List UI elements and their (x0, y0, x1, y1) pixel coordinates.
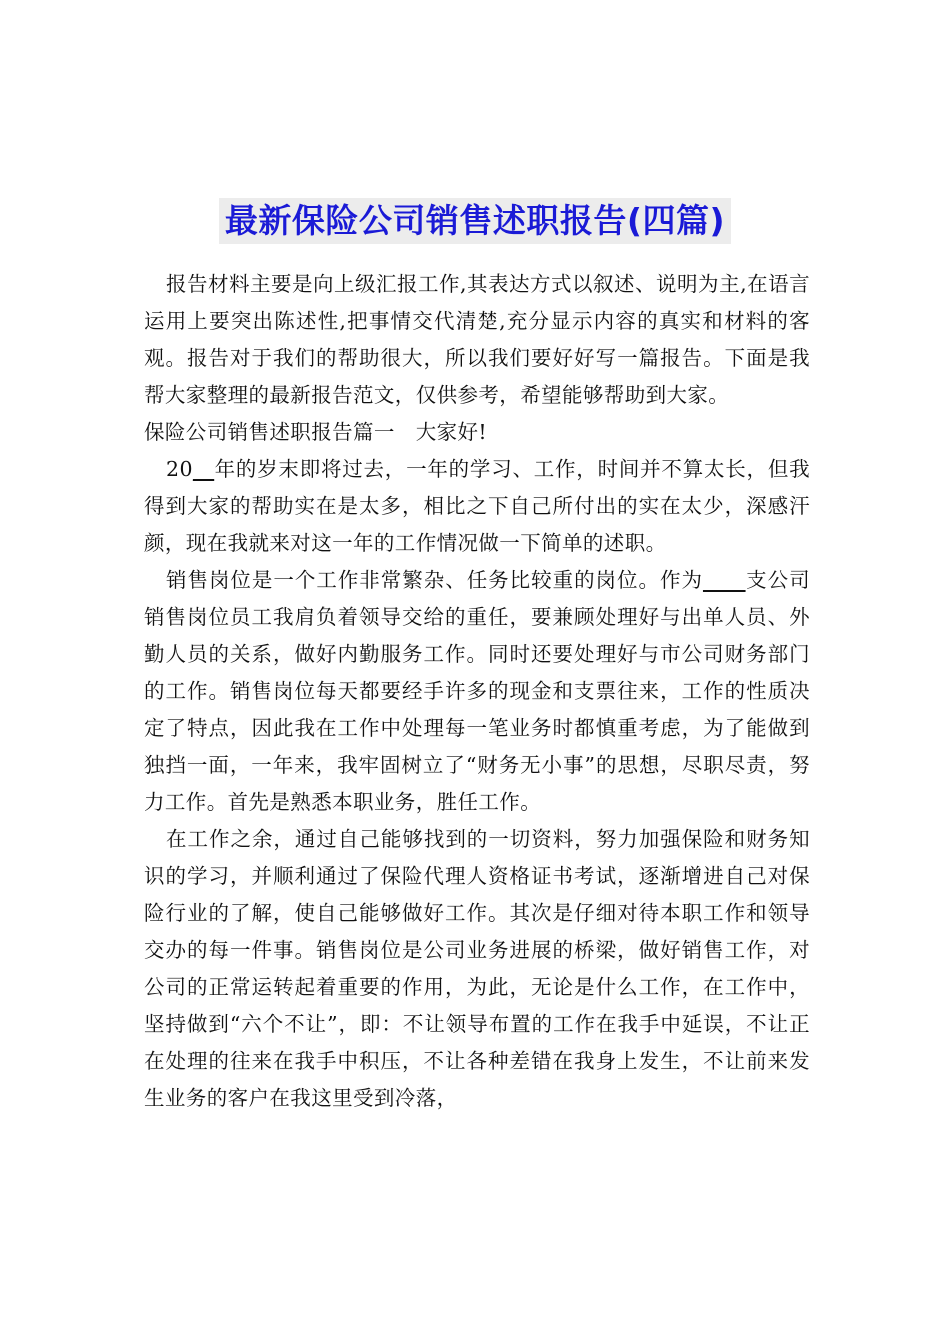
paragraph-2-lead: 销售岗位是一个工作非常繁杂、任务比较重的岗位。作为 (166, 568, 703, 592)
intro-paragraph: 报告材料主要是向上级汇报工作,其表达方式以叙述、说明为主,在语言运用上要突出陈述性,把事情交代清楚,充分显示内容的真实和材料的客观。报告对于我们的帮助很大，所以我们要好好写一篇报告。下面是我帮大家整理的最新报告范文，仅供参考，希望能够帮助到大家。 (144, 272, 810, 407)
paragraph-2-text: 支公司销售岗位员工我肩负着领导交给的重任，要兼顾处理好与出单人员、外勤人员的关系，做好内勤服务工作。同时还要处理好与市公司财务部门的工作。销售岗位每天都要经手许多的现金和支票往来，工作的性质决定了特点，因此我在工作中处理每一笔业务时都慎重考虑，为了能做到独挡一面，一年来，我牢固树立了“财务无小事”的思想，尽职尽责，努力工作。首先是熟悉本职业务，胜任工作。 (144, 568, 810, 814)
year-blank: __ (192, 457, 215, 481)
paragraph-1 (144, 451, 810, 562)
paragraph-3: 在工作之余，通过自己能够找到的一切资料，努力加强保险和财务知识的学习，并顺利通过了保险代理人资格证书考试，逐渐增进自己对保险行业的了解，使自己能够做好工作。其次是仔细对待本职工作和领导交办的每一件事。销售岗位是公司业务进展的桥梁，做好销售工作，对公司的正常运转起着重要的作用，为此，无论是什么工作，在工作中，坚持做到“六个不让”，即：不让领导布置的工作在我手中延误，不让正在处理的往来在我手中积压，不让各种差错在我身上发生，不让前来发生业务的客户在我这里受到冷落， (144, 827, 810, 1110)
paragraph-2 (144, 562, 810, 821)
paragraph-1-text: 年的岁末即将过去，一年的学习、工作，时间并不算太长，但我得到大家的帮助实在是太多，相比之下自己所付出的实在太少，深感汗颜，现在我就来对这一年的工作情况做一下简单的述职。 (144, 457, 810, 555)
title-container (0, 176, 950, 266)
branch-blank: ____ (702, 568, 746, 592)
document-title: 最新保险公司销售述职报告(四篇) (219, 198, 731, 244)
document-body (144, 266, 810, 1117)
year-prefix: 20 (166, 457, 193, 481)
section-heading: 保险公司销售述职报告篇一 大家好! (144, 420, 488, 444)
